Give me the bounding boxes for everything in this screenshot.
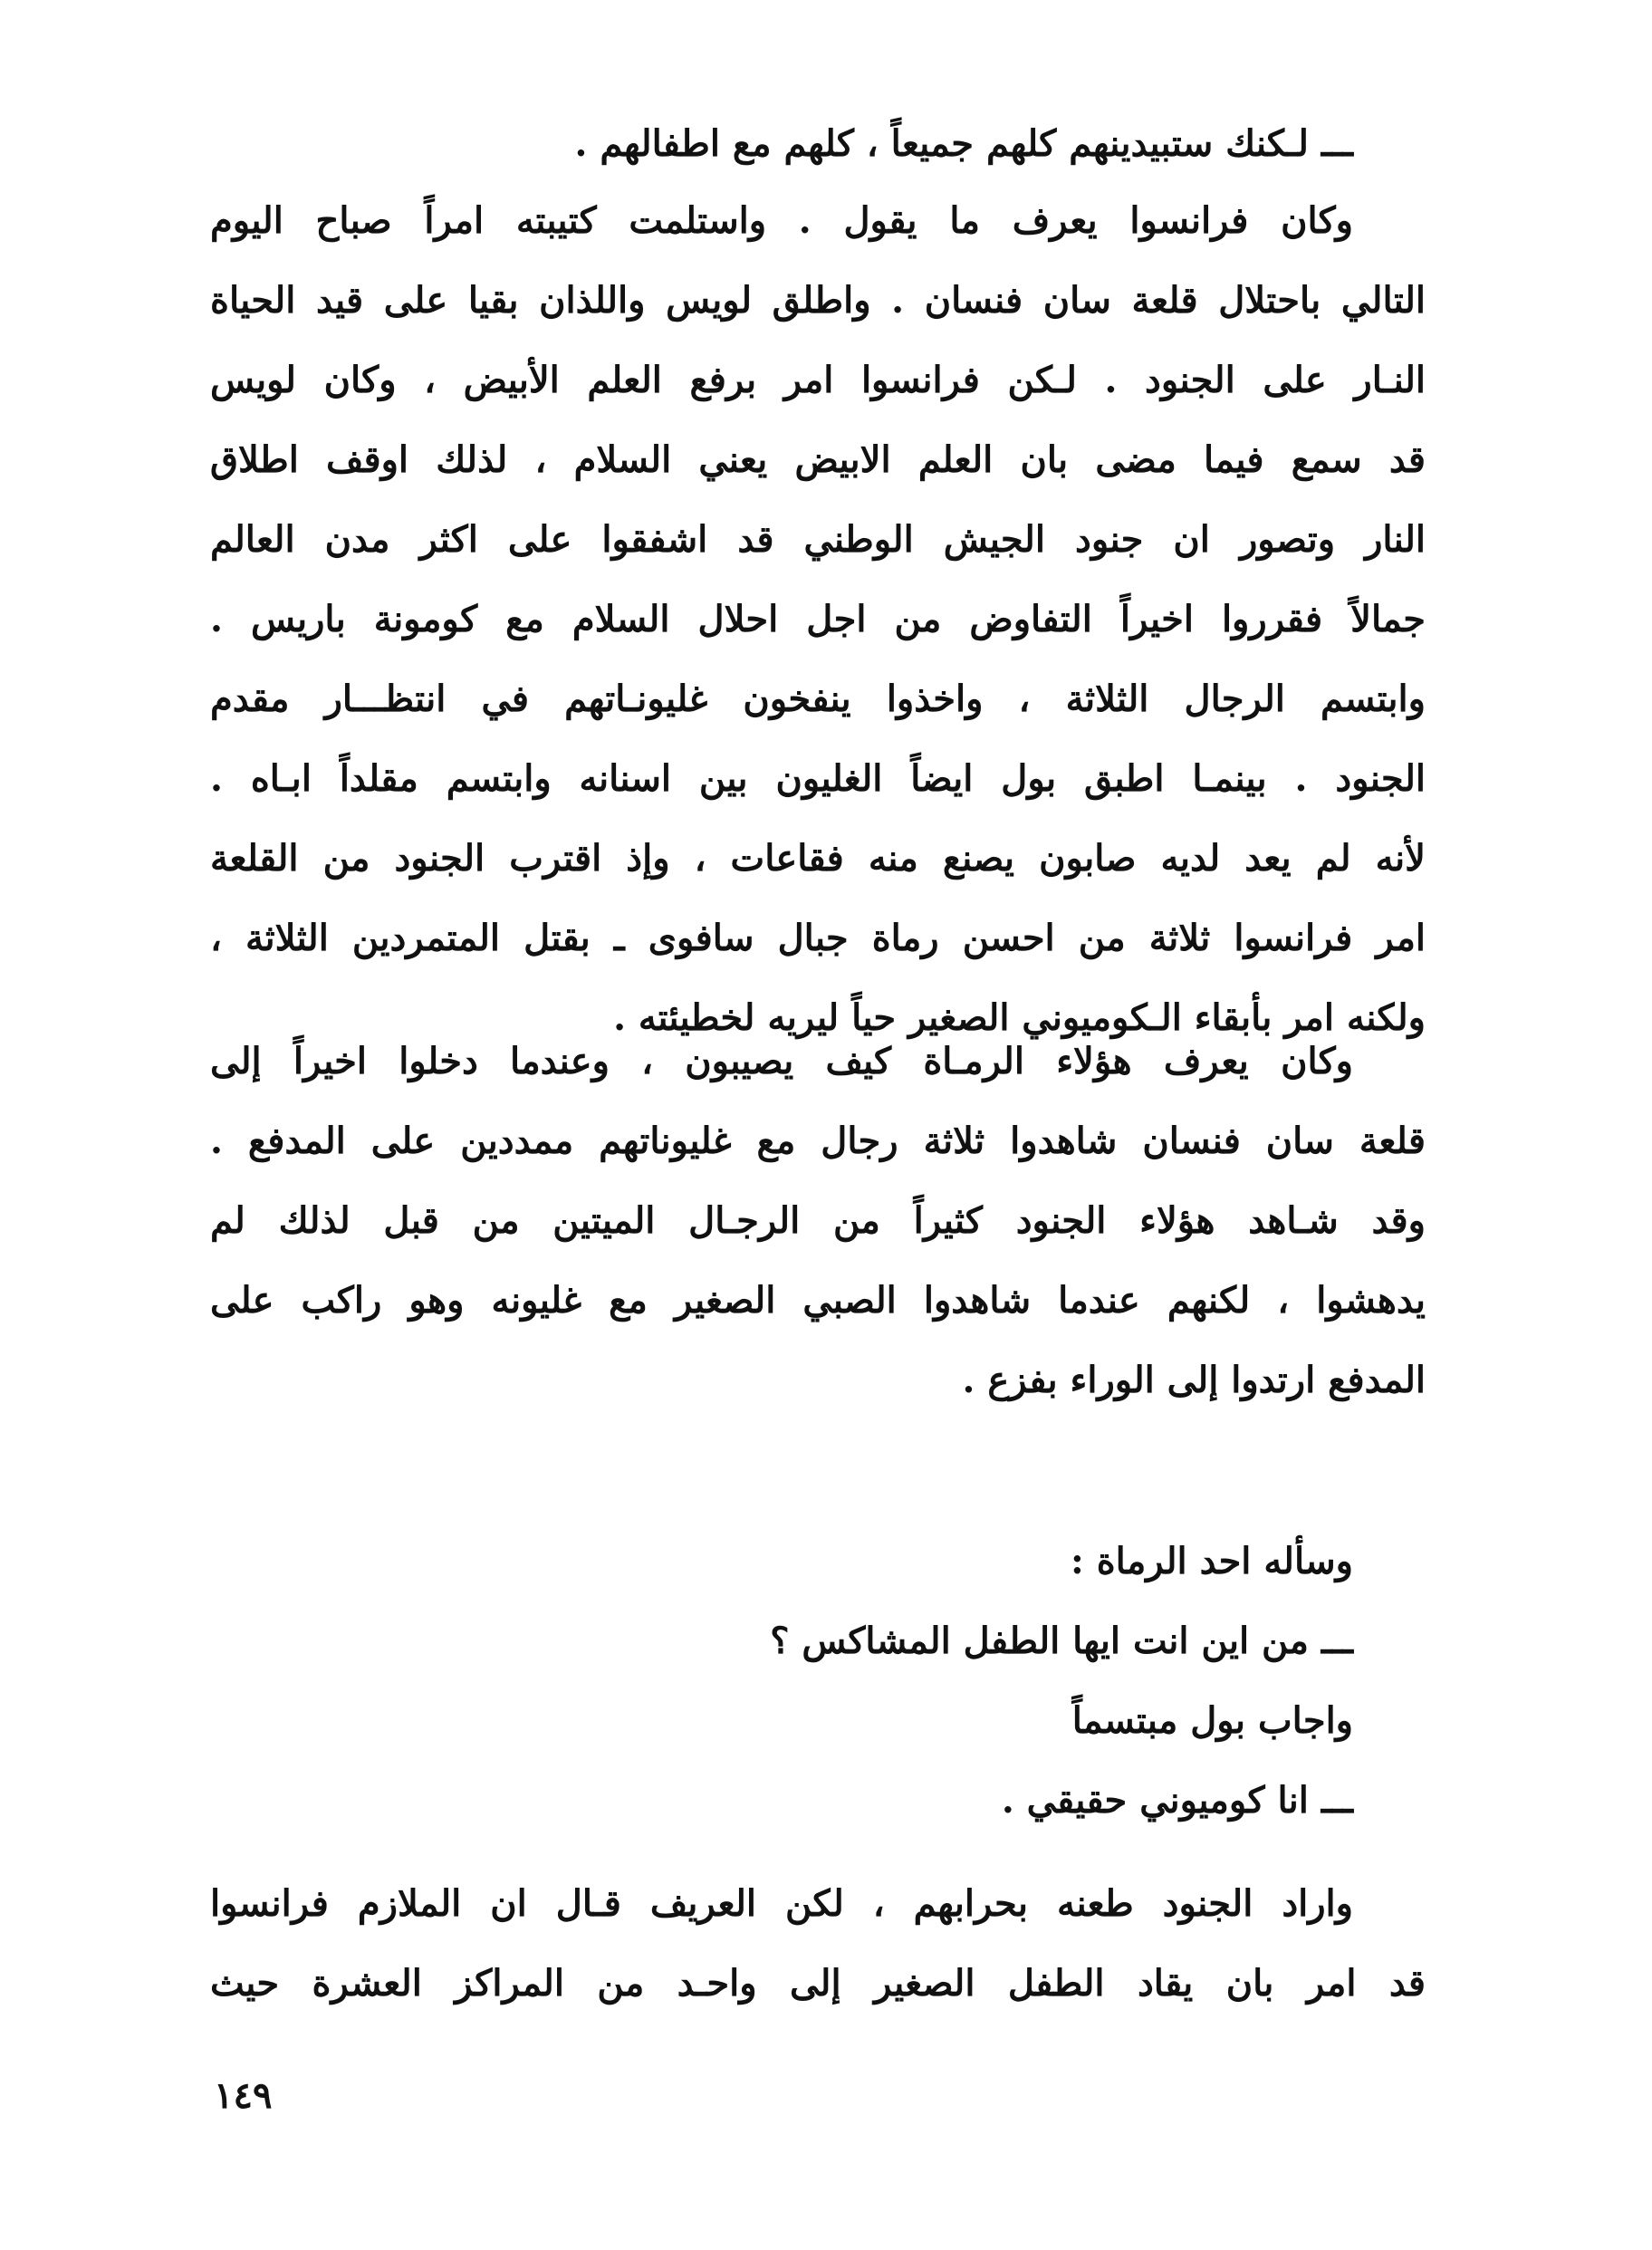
text-line: جمالاً فقرروا اخيراً التفاوض من اجل احلال السلام مع كومونة باريس . xyxy=(210,598,1426,640)
dialogue-line: ـــ من اين انت ايها الطفل المشاكس ؟ xyxy=(770,1620,1353,1662)
text-line: الجنود . بينمـا اطبق بول ايضاً الغليون بين اسنانه وابتسم مقلداً ابـاه . xyxy=(210,757,1426,800)
text-line: لأنه لم يعد لديه صابون يصنع منه فقاعات ، وإذ اقترب الجنود من القلعة xyxy=(210,837,1426,880)
text-line: وقد شـاهد هؤلاء الجنود كثيراً من الرجـال الميتين من قبل لذلك لم xyxy=(210,1199,1426,1242)
dialogue-line: ـــ انا كوميوني حقيقي . xyxy=(1001,1779,1353,1822)
text-line: يدهشوا ، لكنهم عندما شاهدوا الصبي الصغير مع غليونه وهو راكب على xyxy=(210,1279,1426,1322)
text-line: وكان فرانسوا يعرف ما يقول . واستلمت كتيبته امراً صباح اليوم xyxy=(210,199,1354,242)
text-line: قد امر بان يقاد الطفل الصغير إلى واحـد من المراكز العشرة حيث xyxy=(210,1962,1426,2005)
dialogue-line: وسأله احد الرماة : xyxy=(1071,1540,1353,1582)
text-line: النـار على الجنود . لـكن فرانسوا امر برفع العلم الأبيض ، وكان لويس xyxy=(210,359,1426,401)
paragraph-opening-dialogue xyxy=(210,104,1426,184)
paragraph-soldiers-bayonets xyxy=(210,1864,1426,2024)
text-line: المدفع ارتدوا إلى الوراء بفزع . xyxy=(962,1359,1426,1401)
text-line: النار وتصور ان جنود الجيش الوطني قد اشفقوا على اكثر مدن العالم xyxy=(210,518,1426,561)
page-number: ١٤٩ xyxy=(214,2074,273,2117)
text-line: وابتسم الرجال الثلاثة ، واخذوا ينفخون غليونـاتهم في انتظـــار مقدم xyxy=(210,678,1426,720)
text-line: ولكنه امر بأبقاء الـكوميوني الصغير حياً ليريه لخطيئته . xyxy=(613,996,1426,1039)
text-line: امر فرانسوا ثلاثة من احسن رماة جبال سافوى ـ بقتل المتمردين الثلاثة ، xyxy=(210,917,1426,959)
text-line: ـــ لـكنك ستبيدينهم كلهم جميعاً ، كلهم مع اطفالهم . xyxy=(574,122,1353,165)
paragraph-francois-orders xyxy=(210,181,1426,1058)
text-line: واراد الجنود طعنه بحرابهم ، لكن العريف قـال ان الملازم فرانسوا xyxy=(210,1882,1353,1925)
dialogue-line: واجاب بول مبتسماً xyxy=(1071,1699,1353,1742)
text-line: قد سمع فيما مضى بان العلم الابيض يعني السلام ، لذلك اوقف اطلاق xyxy=(210,438,1426,481)
paragraph-marksmen xyxy=(210,1022,1426,1420)
text-line: وكان يعرف هؤلاء الرمـاة كيف يصيبون ، وعندما دخلوا اخيراً إلى xyxy=(210,1040,1353,1082)
dialogue-block xyxy=(210,1522,1426,1841)
text-line: قلعة سان فنسان شاهدوا ثلاثة رجال مع غليوناتهم ممددين على المدفع . xyxy=(210,1120,1426,1162)
text-line: التالي باحتلال قلعة سان فنسان . واطلق لويس واللذان بقيا على قيد الحياة xyxy=(210,279,1426,322)
